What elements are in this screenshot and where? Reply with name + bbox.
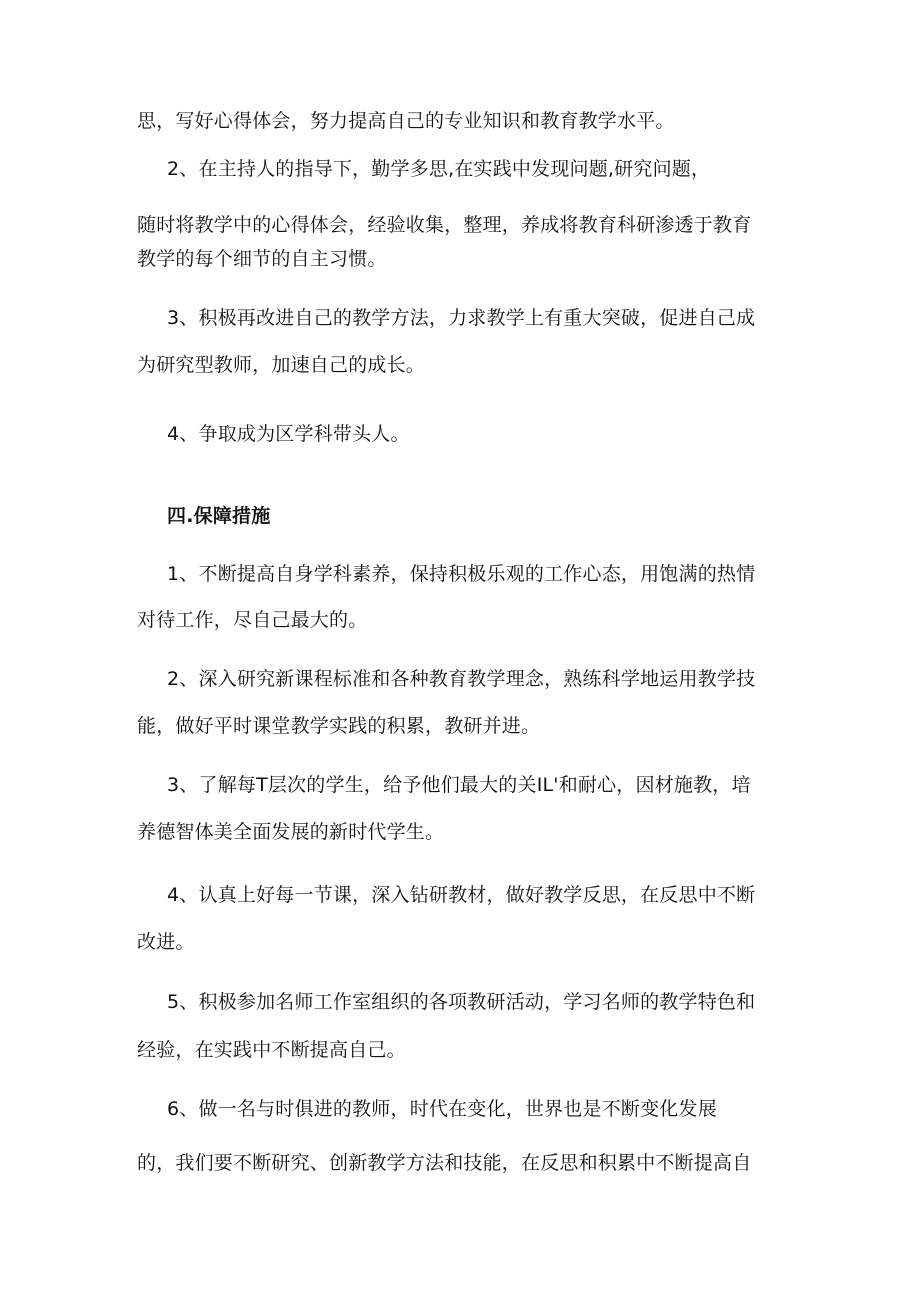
measure-3-line-1: 3、了解每T层次的学生，给予他们最大的关IL'和耐心，因材施教，培 [167,774,751,796]
measure-3-line-2: 养德智体美全面发展的新时代学生。 [137,821,445,843]
goal-item-2-line-1: 2、在主持人的指导下，勤学多思,在实践中发现问题,研究问题， [167,158,711,180]
measure-1-line-1: 1、不断提高自身学科素养，保持积极乐观的工作心态，用饱满的热情 [167,563,756,585]
goal-item-3-line-2: 为研究型教师，加速自己的成长。 [137,354,426,376]
measure-1-line-2: 对待工作，尽自己最大的。 [137,609,368,631]
measure-4-line-1: 4、认真上好每一节课，深入钻研教材，做好教学反思，在反思中不断 [167,884,756,906]
measure-6-line-1: 6、做一名与时俱进的教师，时代在变化，世界也是不断变化发展 [167,1098,717,1120]
goal-item-4: 4、争取成为区学科带头人。 [167,423,410,445]
goal-item-2-line-2: 随时将教学中的心得体会，经验收集，整理，养成将教育科研渗透于教育 [137,214,752,236]
goal-item-3-line-1: 3、积极再改进自己的教学方法，力求教学上有重大突破，促进自己成 [167,307,756,329]
measure-2-line-2: 能，做好平时课堂教学实践的积累，教研并进。 [137,715,541,737]
paragraph-continuation: 思，写好心得体会，努力提高自己的专业知识和教育教学水平。 [137,110,675,132]
measure-5-line-1: 5、积极参加名师工作室组织的各项教研活动，学习名师的教学特色和 [167,991,756,1013]
measure-5-line-2: 经验，在实践中不断提高自己。 [137,1039,406,1061]
measure-2-line-1: 2、深入研究新课程标准和各种教育教学理念，熟练科学地运用教学技 [167,668,756,690]
section-heading: 四.保障措施 [167,505,271,527]
measure-6-line-2: 的，我们要不断研究、创新教学方法和技能，在反思和积累中不断提高自 [137,1152,752,1174]
measure-4-line-2: 改进。 [137,931,195,953]
goal-item-2-line-3: 教学的每个细节的自主习惯。 [137,248,387,270]
